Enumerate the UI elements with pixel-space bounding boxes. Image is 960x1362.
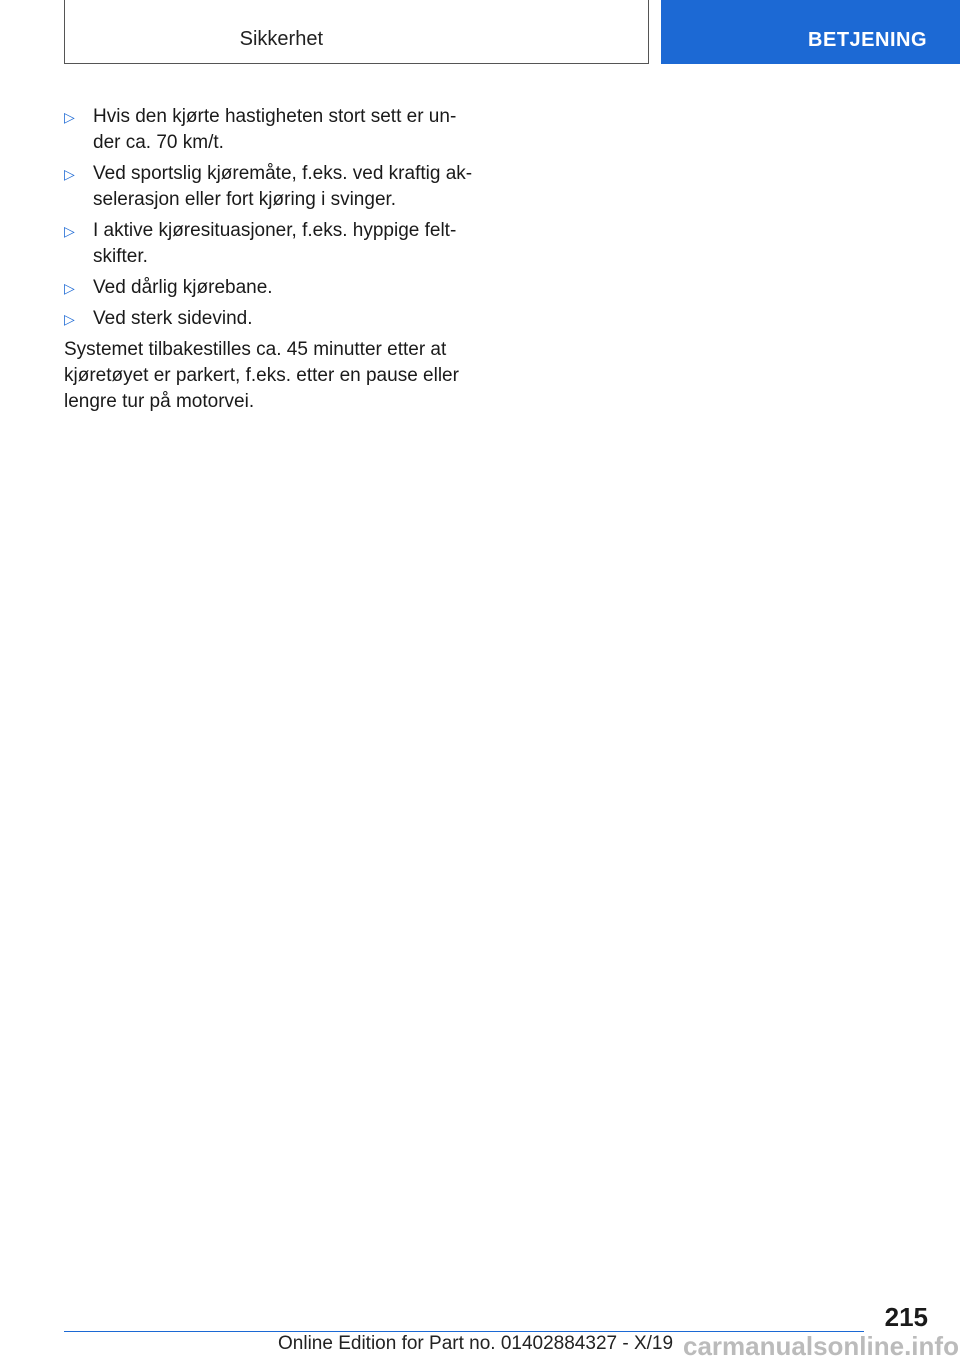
triangle-bullet-icon: ▷: [64, 166, 75, 182]
paragraph-line: lengre tur på motorvei.: [64, 391, 255, 412]
page-number: 215: [884, 1302, 928, 1332]
list-item-line: I aktive kjøresituasjoner, f.eks. hyppige felt-: [93, 220, 457, 241]
list-item: [64, 306, 484, 332]
header-chapter-tab: BETJENING: [661, 0, 960, 64]
list-item-line: Ved sportslig kjøremåte, f.eks. ved kraftig ak-: [93, 163, 473, 184]
footer-edition-text: Online Edition for Part no. 01402884327 - X/19: [278, 1333, 674, 1354]
page-content: [64, 104, 484, 415]
list-item-line: skifter.: [93, 246, 148, 267]
condition-list: [64, 104, 484, 332]
list-item: [64, 218, 484, 270]
header-section-title: Sikkerhet: [239, 28, 323, 50]
triangle-bullet-icon: ▷: [64, 280, 75, 296]
triangle-bullet-icon: ▷: [64, 109, 75, 125]
paragraph-line: Systemet tilbakestilles ca. 45 minutter etter at: [64, 339, 447, 360]
list-item-line: Ved sterk sidevind.: [93, 308, 253, 329]
header-frame: [64, 0, 649, 64]
watermark: carmanualsonline.info: [683, 1331, 959, 1361]
list-item-line: der ca. 70 km/t.: [93, 132, 224, 153]
list-item: [64, 104, 484, 156]
paragraph-line: kjøretøyet er parkert, f.eks. etter en pause eller: [64, 365, 459, 386]
triangle-bullet-icon: ▷: [64, 223, 75, 239]
triangle-bullet-icon: ▷: [64, 311, 75, 327]
list-item-line: selerasjon eller fort kjøring i svinger.: [93, 189, 397, 210]
list-item: [64, 161, 484, 213]
list-item-line: Ved dårlig kjørebane.: [93, 277, 273, 298]
reset-info-paragraph: [64, 337, 484, 415]
list-item-line: Hvis den kjørte hastigheten stort sett er un-: [93, 106, 457, 127]
list-item: [64, 275, 484, 301]
